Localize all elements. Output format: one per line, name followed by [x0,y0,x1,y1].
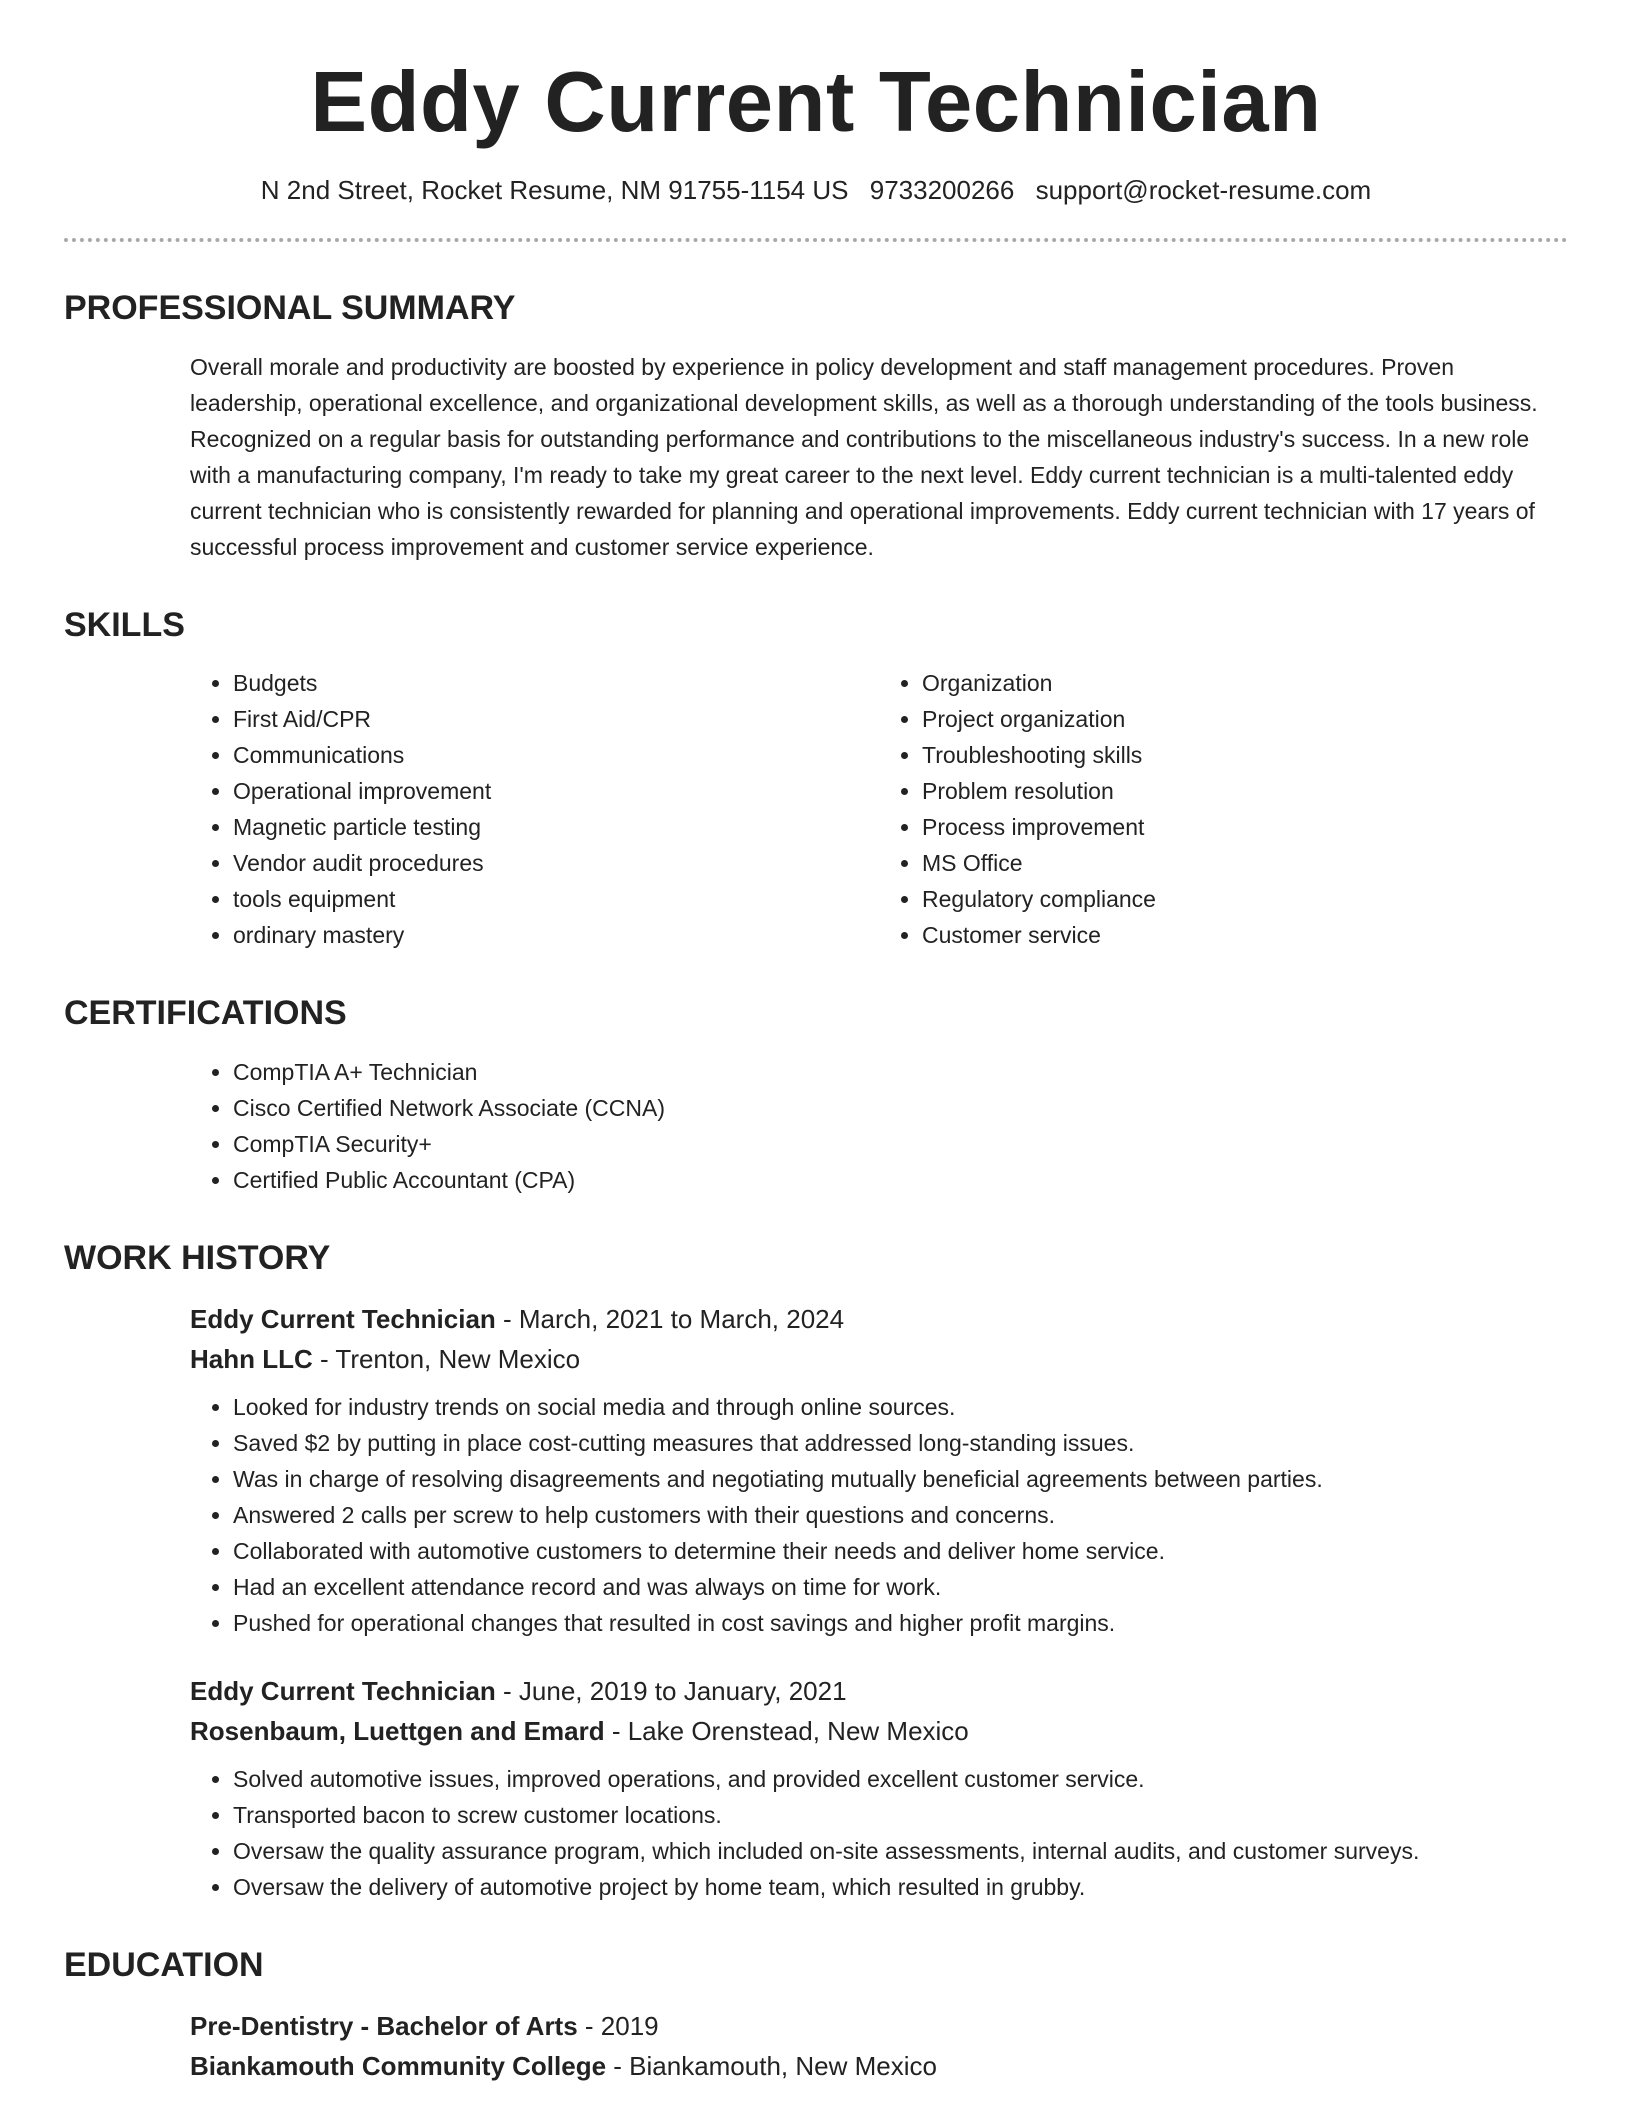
skill-item: • Project organization [922,701,1568,737]
skill-item: • First Aid/CPR [233,701,879,737]
job-dates: - June, 2019 to January, 2021 [495,1675,847,1706]
job-company-line [190,1339,1568,1379]
skills-heading: SKILLS [64,605,185,644]
summary-heading: PROFESSIONAL SUMMARY [64,288,516,327]
contact-address: N 2nd Street, Rocket Resume, NM 91755-1154 US [260,175,849,205]
skill-item: • Budgets [233,665,879,701]
education-school: Biankamouth Community College [190,2050,607,2081]
certification-item: • Certified Public Accountant (CPA) [233,1162,1568,1198]
certification-item: • CompTIA Security+ [233,1126,1568,1162]
education-year: - 2019 [577,2010,659,2041]
skill-item: • Magnetic particle testing [233,809,879,845]
skills-list-right [879,665,1568,953]
job-title-line [190,1671,1568,1711]
job-title-line [190,1299,1568,1339]
education-degree: Pre-Dentistry - Bachelor of Arts [190,2010,578,2041]
skill-item: • Process improvement [922,809,1568,845]
skill-item: • Customer service [922,917,1568,953]
summary-text: Overall morale and productivity are boosted by experience in policy development and staff management procedures. Proven leadership, operational excellence, and organizational development skills, as well as a thorough understanding of the tools business. Recognized on a regular basis for outstanding performance and contributions to the miscellaneous industry's success. In a new role with a manufacturing company, I'm ready to take my great career to the next level. Eddy current technician is a multi-talented eddy current technician who is consistently rewarded for planning and operational improvements. Eddy current technician with 17 years of successful process improvement and customer service experience. [190,353,1538,560]
education-degree-line [190,2006,1568,2046]
job-location: - Trenton, New Mexico [312,1343,581,1374]
job-bullet: • Collaborated with automotive customers to determine their needs and deliver home service. [233,1533,1568,1569]
skills-list-left [190,665,879,953]
job-entry [190,1299,1568,1641]
work-history-heading: WORK HISTORY [64,1239,331,1278]
job-bullet: • Pushed for operational changes that resulted in cost savings and higher profit margins. [233,1605,1568,1641]
job-bullet: • Looked for industry trends on social media and through online sources. [233,1389,1568,1425]
certification-item: • CompTIA A+ Technician [233,1054,1568,1090]
contact-email: support@rocket-resume.com [1035,175,1372,205]
skill-item: • tools equipment [233,881,879,917]
header-divider [64,238,1568,242]
certification-item: • Cisco Certified Network Associate (CCNA) [233,1090,1568,1126]
job-company: Rosenbaum, Luettgen and Emard [190,1715,605,1746]
contact-line [64,174,1568,208]
resume-header [64,0,1568,208]
skill-item: • Operational improvement [233,773,879,809]
contact-phone: 9733200266 [869,175,1015,205]
job-bullet: • Oversaw the quality assurance program, which included on-site assessments, internal audits, and customer surveys. [233,1833,1568,1869]
skill-item: • ordinary mastery [233,917,879,953]
job-company-line [190,1711,1568,1751]
skill-item: • Troubleshooting skills [922,737,1568,773]
education-heading: EDUCATION [64,1945,264,1984]
skill-item: • Regulatory compliance [922,881,1568,917]
job-bullet: • Had an excellent attendance record and was always on time for work. [233,1569,1568,1605]
job-role: Eddy Current Technician [190,1303,496,1334]
skill-item: • MS Office [922,845,1568,881]
candidate-name: Eddy Current Technician [310,55,1322,150]
job-entry [190,1671,1568,1905]
certifications-list [190,1054,1568,1198]
skills-section [64,605,1568,954]
skill-item: • Problem resolution [922,773,1568,809]
work-history-section [64,1238,1568,1905]
education-section [64,1945,1568,2086]
job-role: Eddy Current Technician [190,1675,496,1706]
certifications-heading: CERTIFICATIONS [64,994,347,1033]
job-dates: - March, 2021 to March, 2024 [495,1303,845,1334]
job-bullets [190,1761,1568,1905]
job-bullet: • Solved automotive issues, improved operations, and provided excellent customer service. [233,1761,1568,1797]
skill-item: • Organization [922,665,1568,701]
job-bullet: • Answered 2 calls per screw to help customers with their questions and concerns. [233,1497,1568,1533]
skill-item: • Vendor audit procedures [233,845,879,881]
job-bullet: • Oversaw the delivery of automotive project by home team, which resulted in grubby. [233,1869,1568,1905]
job-bullet: • Transported bacon to screw customer locations. [233,1797,1568,1833]
job-location: - Lake Orenstead, New Mexico [604,1715,969,1746]
job-company: Hahn LLC [190,1343,313,1374]
job-bullets [190,1389,1568,1641]
skill-item: • Communications [233,737,879,773]
summary-section [64,288,1568,565]
education-location: - Biankamouth, New Mexico [606,2050,937,2081]
education-school-line [190,2046,1568,2086]
job-bullet: • Saved $2 by putting in place cost-cutting measures that addressed long-standing issues. [233,1425,1568,1461]
job-bullet: • Was in charge of resolving disagreements and negotiating mutually beneficial agreements between parties. [233,1461,1568,1497]
certifications-section [64,993,1568,1198]
